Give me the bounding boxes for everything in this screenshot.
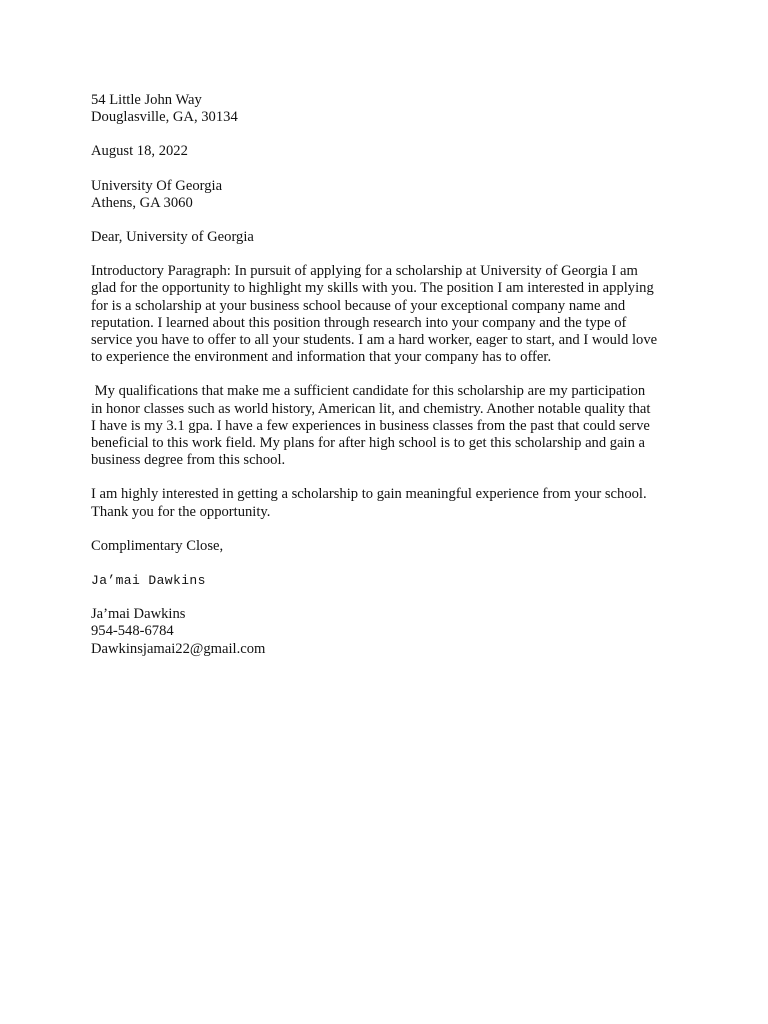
sender-street: 54 Little John Way xyxy=(91,92,202,108)
sender-address xyxy=(91,92,691,126)
contact-info xyxy=(91,606,691,658)
closing-text: Complimentary Close, xyxy=(91,537,224,554)
paragraph-line: for is a scholarship at your business school because of your exceptional company name and xyxy=(91,297,626,314)
paragraph-line: Introductory Paragraph: In pursuit of applying for a scholarship at University of Georgia I am xyxy=(91,263,638,280)
closing xyxy=(91,538,691,555)
signature: Ja’mai Dawkins xyxy=(91,573,206,589)
paragraph-line: glad for the opportunity to highlight my skills with you. The position I am interested in applying xyxy=(91,280,654,297)
contact-phone: 954-548-6784 xyxy=(91,623,174,640)
paragraph-line: business degree from this school. xyxy=(91,452,286,469)
paragraph-line: I have is my 3.1 gpa. I have a few experiences in business classes from the past that could serve xyxy=(91,417,650,434)
letter-date xyxy=(91,143,691,160)
recipient-name: University Of Georgia xyxy=(91,177,223,194)
paragraph-line: service you have to offer to all your students. I am a hard worker, eager to start, and I would love xyxy=(91,332,658,349)
paragraph-qualifications xyxy=(91,383,691,469)
paragraph-line: beneficial to this work field. My plans for after high school is to get this scholarship and gain a xyxy=(91,435,646,452)
paragraph-line: My qualifications that make me a sufficient candidate for this scholarship are my participation xyxy=(91,383,646,400)
paragraph-line: reputation. I learned about this position through research into your company and the type of xyxy=(91,314,627,331)
recipient-city-state-zip: Athens, GA 3060 xyxy=(91,194,193,211)
paragraph-conclusion xyxy=(91,486,691,520)
paragraph-introduction xyxy=(91,263,691,366)
recipient-address xyxy=(91,178,691,212)
salutation xyxy=(91,229,691,246)
sender-city-state-zip: Douglasville, GA, 30134 xyxy=(91,109,238,126)
paragraph-line: to experience the environment and information that your company has to offer. xyxy=(91,349,552,366)
paragraph-line: I am highly interested in getting a scholarship to gain meaningful experience from your school. xyxy=(91,486,647,503)
paragraph-line: in honor classes such as world history, American lit, and chemistry. Another notable quality that xyxy=(91,400,651,417)
contact-email: Dawkinsjamai22@gmail.com xyxy=(91,640,266,657)
contact-name: Ja’mai Dawkins xyxy=(91,606,186,623)
salutation-text: Dear, University of Georgia xyxy=(91,229,254,246)
paragraph-line: Thank you for the opportunity. xyxy=(91,503,271,520)
date-text: August 18, 2022 xyxy=(91,143,188,160)
letter-page xyxy=(91,92,691,675)
